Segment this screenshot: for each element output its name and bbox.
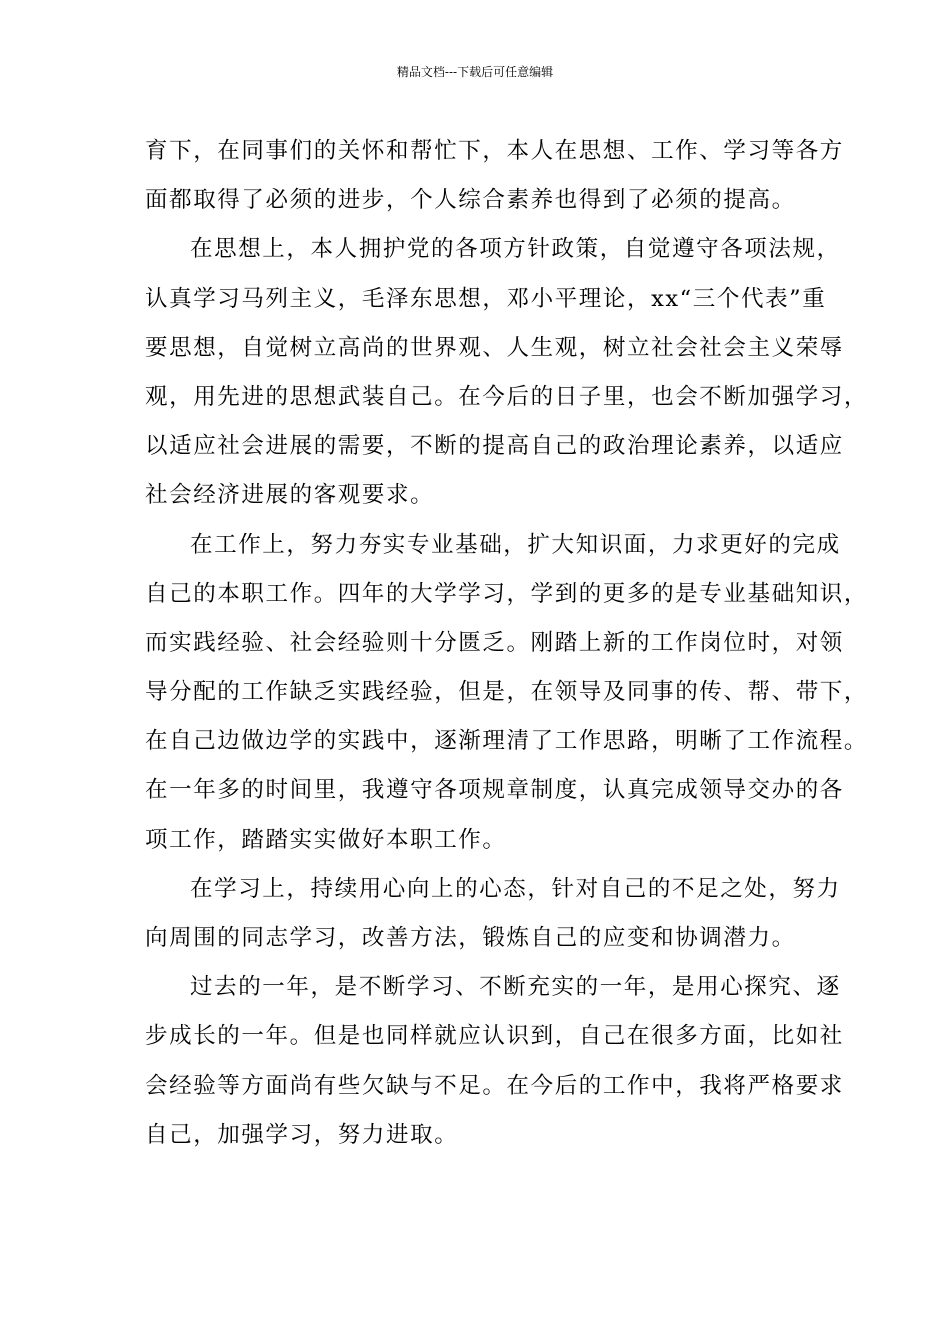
text-line: 面都取得了必须的进步，个人综合素养也得到了必须的提高。 (145, 187, 796, 214)
text-line: 以适应社会进展的需要，不断的提高自己的政治理论素养，以适应 (145, 433, 844, 460)
text-line: 导分配的工作缺乏实践经验，但是，在领导及同事的传、帮、带下， (145, 679, 869, 706)
text-line: 在工作上，努力夯实专业基础，扩大知识面，力求更好的完成 (190, 531, 841, 558)
text-line: 在思想上，本人拥护党的各项方针政策，自觉遵守各项法规， (190, 236, 841, 263)
paragraph (145, 127, 844, 225)
text-line: 向周围的同志学习，改善方法，锻炼自己的应变和协调潜力。 (145, 925, 796, 951)
text-line: 认真学习马列主义，毛泽东思想，邓小平理论，xx“三个代表”重 (145, 285, 827, 312)
text-line: 步成长的一年。但是也同样就应认识到，自己在很多方面，比如社 (145, 1023, 844, 1050)
text-line: 项工作，踏踏实实做好本职工作。 (145, 826, 507, 853)
text-line: 会经验等方面尚有些欠缺与不足。在今后的工作中，我将严格要求 (145, 1072, 844, 1099)
text-line: 在学习上，持续用心向上的心态，针对自己的不足之处，努力 (190, 875, 841, 902)
text-line: 自己，加强学习，努力进取。 (145, 1121, 459, 1148)
text-line: 自己的本职工作。四年的大学学习，学到的更多的是专业基础知识， (145, 580, 869, 607)
text-line: 在一年多的时间里，我遵守各项规章制度，认真完成领导交办的各 (145, 777, 844, 804)
paragraph (145, 865, 841, 963)
paragraph (145, 521, 869, 865)
text-line: 要思想，自觉树立高尚的世界观、人生观，树立社会社会主义荣辱 (145, 334, 844, 361)
paragraph (145, 963, 844, 1160)
text-line: 过去的一年，是不断学习、不断充实的一年，是用心探究、逐 (190, 974, 841, 1001)
page-header: 精品文档---下载后可任意编辑 (396, 65, 554, 79)
text-line: 育下，在同事们的关怀和帮忙下，本人在思想、工作、学习等各方 (145, 138, 844, 164)
text-line: 而实践经验、社会经验则十分匮乏。刚踏上新的工作岗位时，对领 (145, 629, 844, 656)
document-body (145, 127, 869, 1160)
text-line: 在自己边做边学的实践中，逐渐理清了工作思路，明晰了工作流程。 (145, 728, 869, 755)
text-line: 观，用先进的思想武装自己。在今后的日子里，也会不断加强学习， (145, 383, 869, 410)
paragraph (145, 225, 869, 520)
text-line: 社会经济进展的客观要求。 (145, 482, 435, 509)
